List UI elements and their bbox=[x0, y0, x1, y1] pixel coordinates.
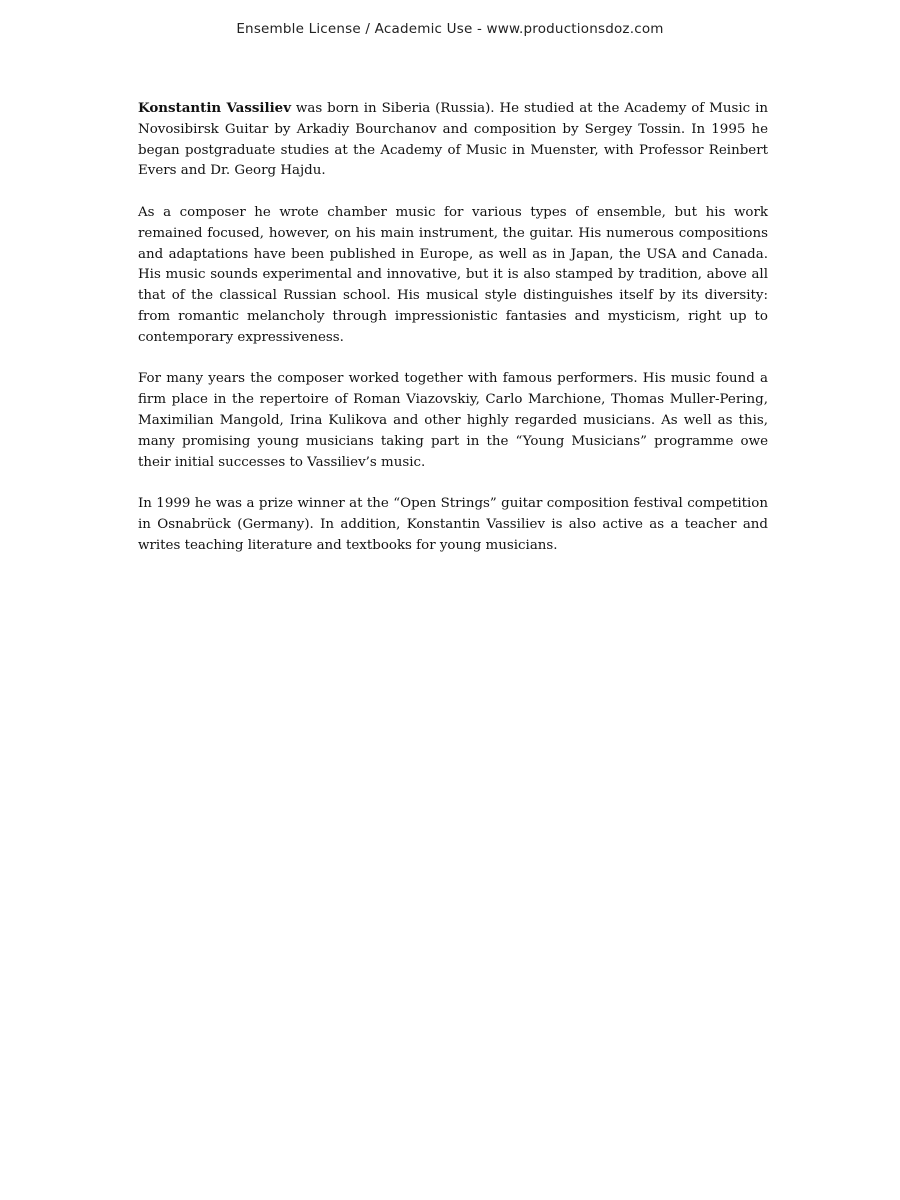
bio-paragraph-1 bbox=[138, 98, 768, 182]
bio-paragraph-1-text: was born in Siberia (Russia). He studied at the Academy of Music in Novosibirsk Guitar by Arkadiy Bourchanov and composition by Sergey Tossin. In 1995 he began postgraduate studies at the Academy of Music in Muenster, with Professor Reinbert Evers and Dr. Georg Hajdu. bbox=[138, 101, 768, 179]
biography-text bbox=[138, 98, 768, 577]
bio-paragraph-4: In 1999 he was a prize winner at the “Open Strings” guitar composition festival competition in Osnabrück (Germany). In addition, Konstantin Vassiliev is also active as a teacher and writes teaching literature and textbooks for young musicians. bbox=[138, 496, 768, 553]
bio-paragraph-2: As a composer he wrote chamber music for various types of ensemble, but his work remained focused, however, on his main instrument, the guitar. His numerous compositions and adaptations have been published in Europe, as well as in Japan, the USA and Canada. His music sounds experimental and innovative, but it is also stamped by tradition, above all that of the classical Russian school. His musical style distinguishes itself by its diversity: from romantic melancholy through impressionistic fantasies and mysticism, right up to contemporary expressiveness. bbox=[138, 204, 768, 345]
license-header: Ensemble License / Academic Use - www.productionsdoz.com bbox=[236, 21, 664, 37]
composer-name: Konstantin Vassiliev bbox=[138, 100, 291, 116]
bio-paragraph-3: For many years the composer worked together with famous performers. His music found a firm place in the repertoire of Roman Viazovskiy, Carlo Marchione, Thomas Muller-Pering, Maximilian Mangold, Irina Kulikova and other highly regarded musicians. As well as this, many promising young musicians taking part in the “Young Musicians” programme owe their initial successes to Vassiliev’s music. bbox=[138, 371, 768, 470]
